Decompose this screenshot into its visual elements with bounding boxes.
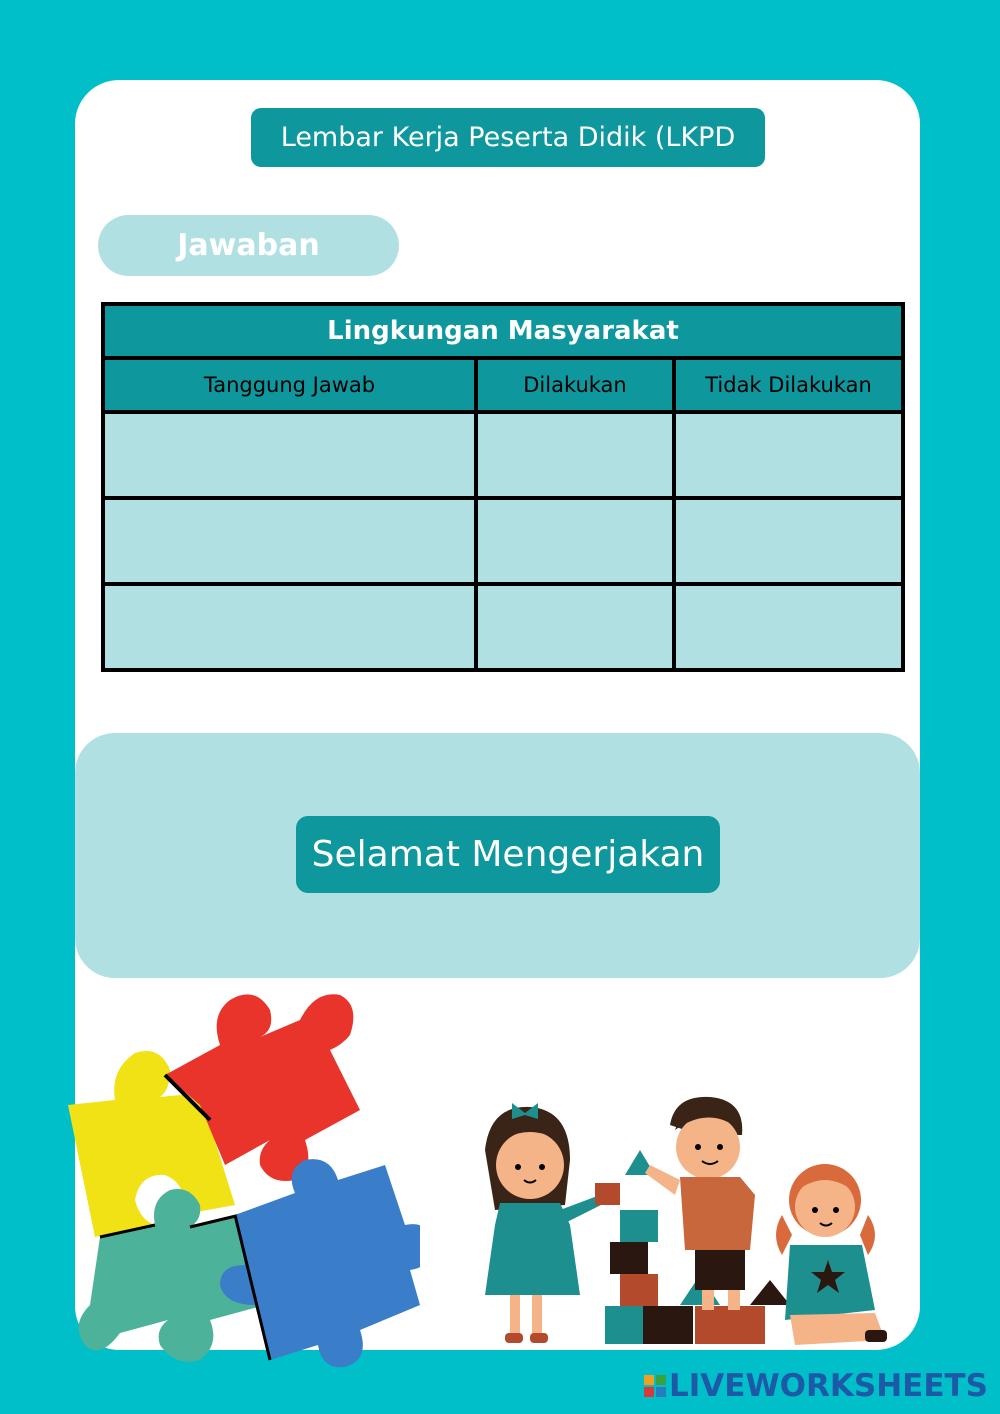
puzzle-illustration <box>60 975 420 1375</box>
liveworksheets-logo-icon <box>644 1375 666 1397</box>
table-row <box>103 584 903 670</box>
answer-cell[interactable] <box>674 412 903 498</box>
boy-figure <box>645 1097 755 1310</box>
table-title: Lingkungan Masyarakat <box>103 304 903 358</box>
watermark-text: LIVEWORKSHEETS <box>669 1368 988 1404</box>
answer-cell[interactable] <box>476 498 674 584</box>
answer-cell[interactable] <box>674 498 903 584</box>
answer-cell[interactable] <box>103 584 476 670</box>
girl-right-figure <box>776 1164 887 1345</box>
table-row <box>103 412 903 498</box>
answer-cell[interactable] <box>476 412 674 498</box>
answer-cell[interactable] <box>103 498 476 584</box>
page-title: Lembar Kerja Peserta Didik (LKPD <box>251 108 765 167</box>
column-header-tidak-dilakukan: Tidak Dilakukan <box>674 358 903 412</box>
column-header-dilakukan: Dilakukan <box>476 358 674 412</box>
puzzle-blue-icon <box>220 1159 420 1367</box>
girl-left-figure <box>485 1103 605 1343</box>
liveworksheets-watermark <box>644 1366 988 1406</box>
answer-cell[interactable] <box>103 412 476 498</box>
closing-message: Selamat Mengerjakan <box>296 816 720 893</box>
children-playing-blocks-illustration <box>470 1085 900 1355</box>
answer-cell[interactable] <box>674 584 903 670</box>
answer-cell[interactable] <box>476 584 674 670</box>
column-header-tanggung-jawab: Tanggung Jawab <box>103 358 476 412</box>
answer-table <box>101 302 905 672</box>
table-row <box>103 498 903 584</box>
section-label-jawaban: Jawaban <box>98 215 399 276</box>
